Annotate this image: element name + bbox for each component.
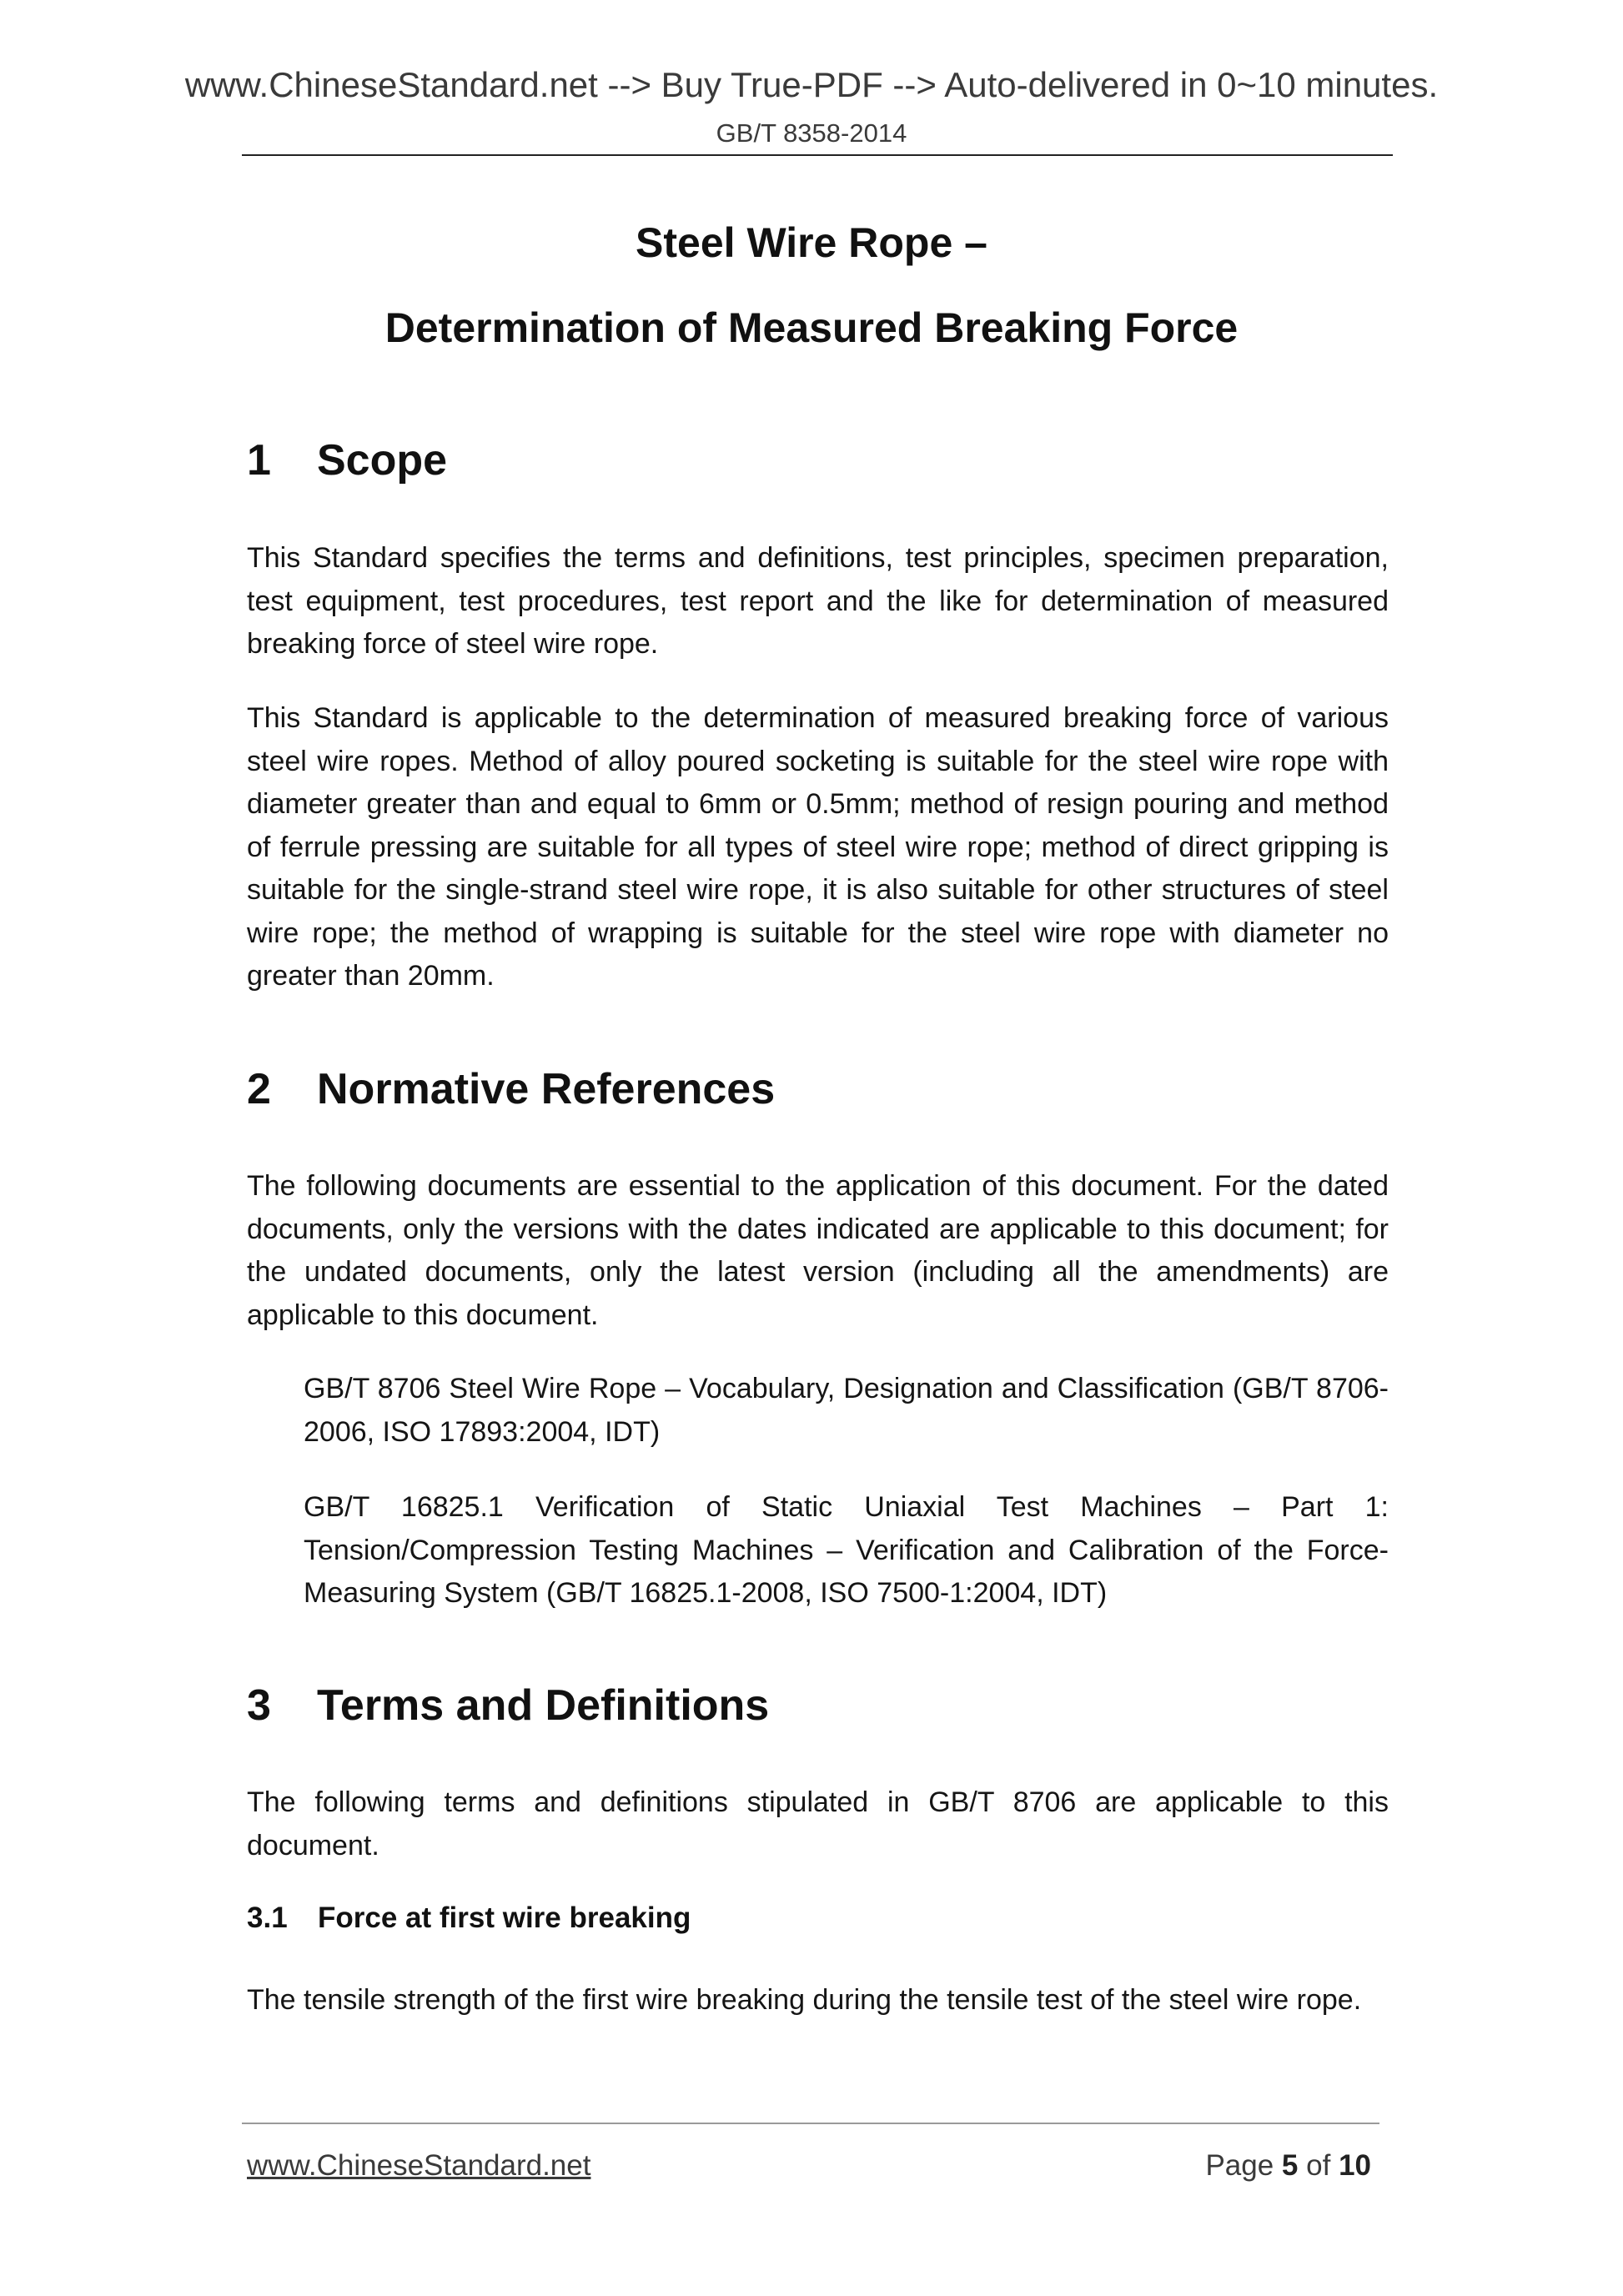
normative-references-paragraph: The following documents are essential to the application of this document. For the dated documents, only the versions with the dates indicated are applicable to this document; for the undated documents, only the latest version (including all the amendments) are applicable to this document. bbox=[247, 1170, 1389, 1331]
document-title-line-1: Steel Wire Rope – bbox=[636, 219, 987, 266]
section-title: Scope bbox=[317, 436, 448, 485]
section-number: 2 bbox=[247, 1065, 271, 1113]
terms-paragraph: The following terms and definitions stipulated in GB/T 8706 are applicable to this document. bbox=[247, 1786, 1389, 1861]
section-title: Terms and Definitions bbox=[317, 1681, 770, 1730]
page-total: 10 bbox=[1339, 2149, 1371, 2182]
page-current: 5 bbox=[1281, 2149, 1299, 2182]
subsection-heading-3-1 bbox=[247, 1902, 691, 1935]
page-indicator bbox=[1205, 2149, 1371, 2183]
section-heading-terms-and-definitions bbox=[247, 1681, 769, 1731]
scope-paragraph-2: This Standard is applicable to the determination of measured breaking force of various steel wire ropes. Method of alloy poured socketing is suitable for the steel wire rope with diameter greater than and equal to 6mm or 0.5mm; method of resign pouring and method of ferrule pressing are suitable for all types of steel wire rope; method of direct gripping is suitable for the single-strand steel wire rope, it is also suitable for other structures of steel wire rope; the method of wrapping is suitable for the steel wire rope with diameter no greater than 20mm. bbox=[247, 702, 1389, 992]
section-number: 3 bbox=[247, 1681, 271, 1730]
footer-link[interactable]: www.ChineseStandard.net bbox=[247, 2149, 591, 2182]
subsection-title: Force at first wire breaking bbox=[318, 1902, 691, 1934]
reference-item-gbt-8706: GB/T 8706 Steel Wire Rope – Vocabulary, Designation and Classification (GB/T 8706-2006, ISO 17893:2004, IDT) bbox=[304, 1373, 1389, 1448]
footer-divider bbox=[242, 2123, 1379, 2124]
document-title-line-2: Determination of Measured Breaking Force bbox=[384, 304, 1239, 351]
section-title: Normative References bbox=[317, 1065, 776, 1113]
subsection-3-1-text: The tensile strength of the first wire breaking during the tensile test of the steel wire rope. bbox=[247, 1984, 1362, 2016]
reference-item-gbt-16825-1: GB/T 16825.1 Verification of Static Uniaxial Test Machines – Part 1: Tension/Compression Testing Machines – Verification and Calibration of the Force-Measuring System (GB/T 16825.1-2008, ISO 7500-1:2004, IDT) bbox=[304, 1491, 1389, 1609]
page-label: Page bbox=[1205, 2149, 1274, 2182]
scope-paragraph-1: This Standard specifies the terms and definitions, test principles, specimen preparation, test equipment, test procedures, test report and the like for determination of measured breaking force of steel wire rope. bbox=[247, 542, 1389, 660]
standard-code: GB/T 8358-2014 bbox=[716, 118, 907, 148]
section-heading-scope bbox=[247, 435, 447, 485]
page-of-label: of bbox=[1306, 2149, 1331, 2182]
section-heading-normative-references bbox=[247, 1064, 775, 1114]
subsection-number: 3.1 bbox=[247, 1902, 288, 1934]
header-divider bbox=[242, 154, 1393, 156]
section-number: 1 bbox=[247, 436, 271, 485]
top-banner-link[interactable]: www.ChineseStandard.net --> Buy True-PDF --> Auto-delivered in 0~10 minutes. bbox=[184, 65, 1439, 104]
